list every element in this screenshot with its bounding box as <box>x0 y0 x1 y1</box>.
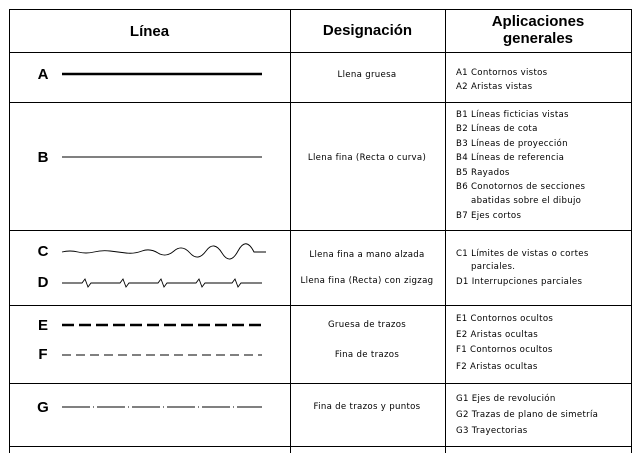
line-sample-d <box>62 279 262 287</box>
applications-c-d <box>456 249 634 290</box>
application-item: B7 Ejes cortos <box>456 210 522 221</box>
applications-e-f <box>456 314 634 377</box>
application-item: B1 Líneas ficticias vistas <box>456 110 569 120</box>
row-letter-e: E <box>37 317 48 334</box>
application-item: B2 Líneas de cota <box>456 124 538 135</box>
designation-e: Gruesa de trazos <box>327 320 407 330</box>
applications-a <box>456 68 634 96</box>
row-letter-a: A <box>37 66 49 83</box>
application-item: E1 Contornos ocultos <box>456 314 554 324</box>
designation-f: Fina de trazos <box>334 350 400 360</box>
application-item: F1 Contornos ocultos <box>456 345 553 355</box>
application-item: B5 Rayados <box>456 167 510 178</box>
line-sample-c <box>62 244 266 259</box>
applications-g <box>456 394 634 442</box>
header-designacion: Designación <box>322 22 413 39</box>
application-item: B6 Conotornos de secciones <box>456 181 586 192</box>
header-aplicaciones-line-2: generales <box>502 30 574 47</box>
application-item: C1 Límites de vistas o cortes <box>456 249 589 259</box>
row-divider <box>9 446 631 447</box>
application-item: D1 Interrupciones parciales <box>456 277 583 287</box>
application-item-continuation: abatidas sobre el dibujo <box>471 196 582 207</box>
application-item: F2 Aristas ocultas <box>456 362 538 372</box>
application-item: G1 Ejes de revolución <box>456 394 556 404</box>
row-letter-b: B <box>37 149 49 166</box>
row-divider <box>9 230 631 231</box>
designation-d: Llena fina (Recta) con zigzag <box>300 276 434 286</box>
row-letter-c: C <box>37 243 49 260</box>
application-item: A2 Aristas vistas <box>456 82 533 92</box>
table-top-border <box>9 9 631 10</box>
header-divider <box>9 52 631 53</box>
designation-g: Fina de trazos y puntos <box>313 402 421 412</box>
row-divider <box>9 383 631 384</box>
row-letter-g: G <box>37 399 49 416</box>
designation-b: Llena fina (Recta o curva) <box>307 153 427 163</box>
application-item: E2 Aristas ocultas <box>456 329 539 340</box>
row-letter-f: F <box>38 346 48 363</box>
designation-c: Llena fina a mano alzada <box>309 250 425 260</box>
application-item: B4 Líneas de referencia <box>456 153 565 164</box>
column-divider <box>445 9 446 453</box>
applications-b <box>456 110 634 225</box>
application-item-continuation: parciales. <box>471 262 516 272</box>
designation-a: Llena gruesa <box>337 70 397 80</box>
application-item: G2 Trazas de plano de simetría <box>456 410 599 420</box>
header-aplicaciones <box>445 13 631 47</box>
application-item: G3 Trayectorias <box>456 426 528 436</box>
row-divider <box>9 305 631 306</box>
row-letter-d: D <box>37 274 49 291</box>
row-divider <box>9 102 631 103</box>
table-left-border <box>9 9 10 453</box>
header-aplicaciones-line-1: Aplicaciones <box>491 13 585 30</box>
header-linea: Línea <box>129 23 170 40</box>
application-item: A1 Contornos vistos <box>456 68 548 78</box>
application-item: B3 Líneas de proyección <box>456 138 568 149</box>
